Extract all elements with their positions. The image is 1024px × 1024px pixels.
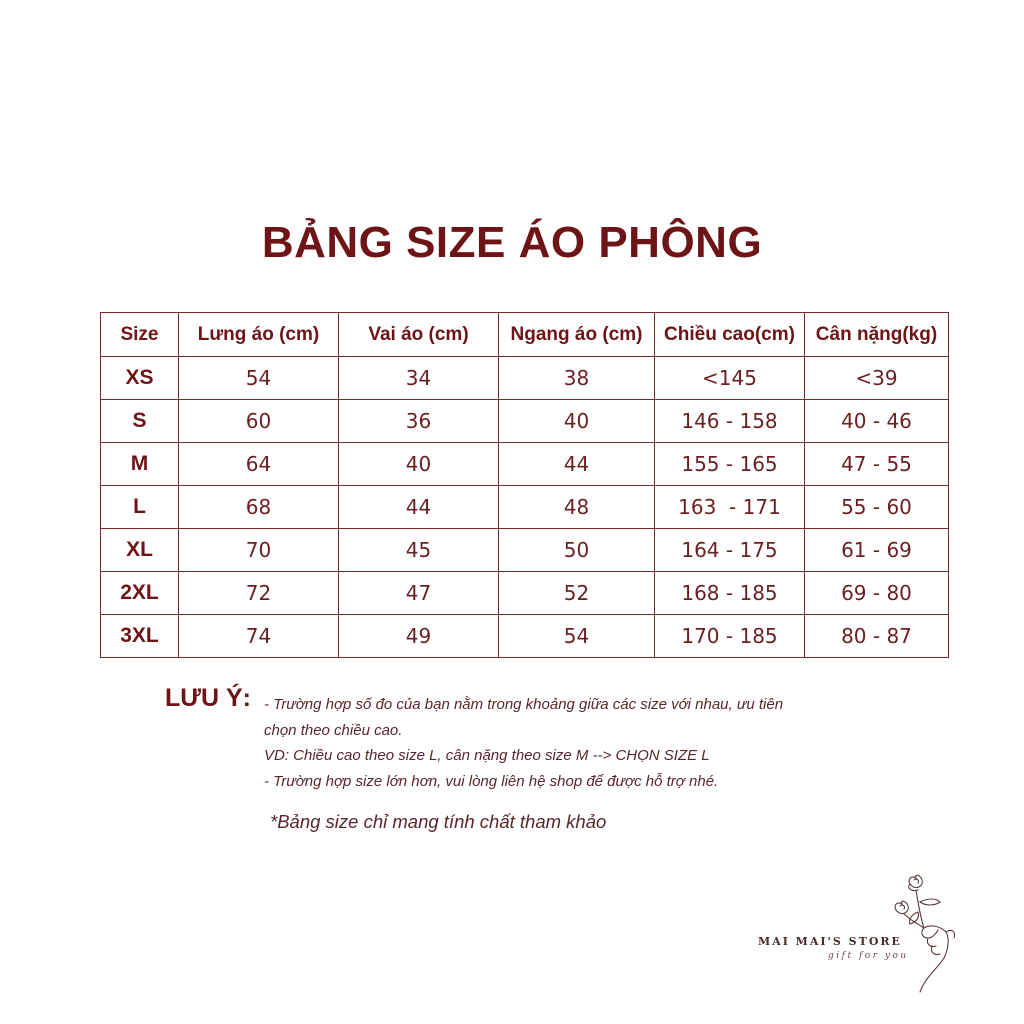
note-label: LƯU Ý: [165,684,252,712]
table-row [101,572,949,615]
table-cell: 48 [499,486,655,529]
table-cell: 38 [499,357,655,400]
note-line: chọn theo chiều cao. [264,721,403,739]
size-cell: XL [101,529,179,572]
hand-rose-logo-icon [880,868,960,998]
table-row [101,529,949,572]
table-cell: 164 - 175 [655,529,805,572]
table-cell: 155 - 165 [655,443,805,486]
table-row [101,443,949,486]
table-cell: 74 [179,615,339,658]
size-cell: M [101,443,179,486]
note-line: - Trường hợp size lớn hơn, vui lòng liên hệ shop để được hỗ trợ nhé. [264,772,719,790]
header-weight: Cân nặng(kg) [805,313,949,357]
table-cell: 40 - 46 [805,400,949,443]
table-cell: 64 [179,443,339,486]
table-row [101,615,949,658]
table-header-row [101,313,949,357]
size-cell: S [101,400,179,443]
note-line: VD: Chiều cao theo size L, cân nặng theo size M --> CHỌN SIZE L [264,747,710,764]
table-cell: 170 - 185 [655,615,805,658]
size-cell: 3XL [101,615,179,658]
note-text [264,692,904,794]
size-cell: L [101,486,179,529]
header-height: Chiều cao(cm) [655,313,805,357]
table-row [101,486,949,529]
table-row [101,400,949,443]
header-size: Size [101,313,179,357]
table-cell: 47 [339,572,499,615]
brand-tagline: gift for you [828,951,909,961]
size-cell: 2XL [101,572,179,615]
table-cell: 146 - 158 [655,400,805,443]
table-cell: 60 [179,400,339,443]
table-cell: 49 [339,615,499,658]
table-cell: 36 [339,400,499,443]
brand-name: MAI MAI'S STORE [758,935,902,948]
note-line: - Trường hợp số đo của bạn nằm trong khoảng giữa các size với nhau, ưu tiên [264,696,784,713]
table-cell: 40 [339,443,499,486]
table-cell: 52 [499,572,655,615]
header-back-length: Lưng áo (cm) [179,313,339,357]
table-cell: 45 [339,529,499,572]
table-cell: 163 - 171 [655,486,805,529]
table-cell: 68 [179,486,339,529]
table-cell: 44 [339,486,499,529]
disclaimer: *Bảng size chỉ mang tính chất tham khảo [270,811,607,832]
table-cell: 54 [179,357,339,400]
table-cell: 44 [499,443,655,486]
table-cell: 168 - 185 [655,572,805,615]
table-cell: <145 [655,357,805,400]
page-title: BẢNG SIZE ÁO PHÔNG [261,218,763,267]
table-cell: 61 - 69 [805,529,949,572]
table-cell: 55 - 60 [805,486,949,529]
header-shoulder: Vai áo (cm) [339,313,499,357]
table-cell: 72 [179,572,339,615]
table-cell: 40 [499,400,655,443]
table-cell: 70 [179,529,339,572]
table-cell: 47 - 55 [805,443,949,486]
table-cell: 50 [499,529,655,572]
table-cell: 69 - 80 [805,572,949,615]
table-row [101,357,949,400]
size-table [100,312,949,658]
size-cell: XS [101,357,179,400]
table-cell: 54 [499,615,655,658]
table-cell: 34 [339,357,499,400]
table-cell: 80 - 87 [805,615,949,658]
table-cell: <39 [805,357,949,400]
header-chest-width: Ngang áo (cm) [499,313,655,357]
